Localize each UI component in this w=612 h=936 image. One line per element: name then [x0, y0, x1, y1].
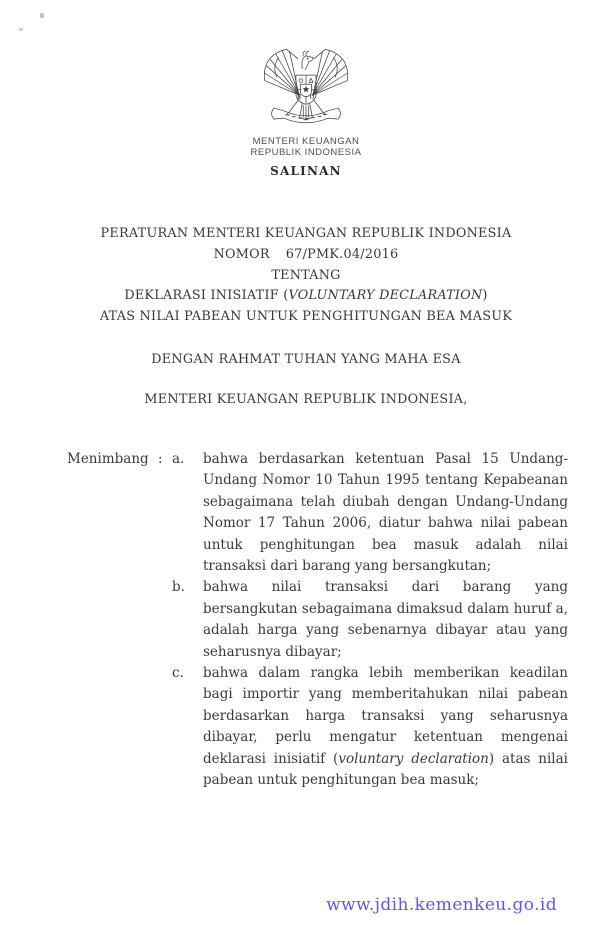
subject-line2: ATAS NILAI PABEAN UNTUK PENGHITUNGAN BEA MASUK	[99, 309, 513, 325]
scan-speck	[40, 13, 44, 18]
item-text: bahwa berdasarkan ketentuan Pasal 15 Undang-Undang Nomor 10 Tahun 1995 tentang Kepabeanan sebagaimana telah diubah dengan Undang-Undang Nomor 17 Tahun 2006, diatur bahwa nilai pabean untuk penghitungan bea masuk adalah nilai transaksi dari barang yang bersangkutan;	[203, 451, 568, 575]
document-header	[0, 46, 612, 178]
nomor-label: NOMOR	[213, 246, 270, 262]
jdih-website-watermark: www.jdih.kemenkeu.go.id	[326, 895, 557, 915]
item-text: bahwa dalam rangka lebih memberikan keadilan bagi importir yang memberitahukan nilai pabean berdasarkan harga transaksi yang seharusnya dibayar, perlu mengatur ketentuan mengenai deklarasi inisiatif (voluntary declaration) atas nilai pabean untuk penghitungan bea masuk;	[203, 665, 568, 789]
ministry-line2: REPUBLIK INDONESIA	[250, 147, 362, 158]
item-marker: a.	[172, 451, 185, 467]
nomor-value: 67/PMK.04/2016	[285, 246, 399, 262]
item-marker: c.	[172, 665, 184, 682]
considering-item-b	[172, 577, 568, 663]
invocation-line: DENGAN RAHMAT TUHAN YANG MAHA ESA	[151, 352, 461, 367]
garuda-pancasila-emblem-icon	[262, 46, 350, 128]
title-line1: PERATURAN MENTERI KEUANGAN REPUBLIK INDONESIA	[100, 226, 512, 241]
considering-label: Menimbang	[67, 451, 149, 467]
copy-label: SALINAN	[270, 164, 342, 178]
authority-line: MENTERI KEUANGAN REPUBLIK INDONESIA,	[144, 392, 468, 407]
considering-section	[67, 449, 568, 792]
tentang-label: TENTANG	[271, 267, 341, 283]
item-marker: b.	[172, 579, 185, 596]
item-text: bahwa nilai transaksi dari barang yang bersangkutan sebagaimana dimaksud dalam huruf a, adalah harga yang sebenarnya dibayar atau yang seharusnya dibayar;	[203, 579, 568, 660]
subject-line1: DEKLARASI INISIATIF (VOLUNTARY DECLARATION)	[124, 288, 488, 304]
considering-items	[172, 449, 568, 792]
scan-speck	[19, 28, 23, 31]
ministry-line1: MENTERI KEUANGAN	[252, 136, 360, 147]
considering-item-a	[172, 449, 568, 577]
ministry-caption	[0, 136, 612, 158]
considering-item-c	[172, 663, 568, 791]
considering-colon: :	[158, 451, 163, 467]
regulation-title	[0, 224, 612, 328]
title-number-line	[0, 245, 612, 266]
